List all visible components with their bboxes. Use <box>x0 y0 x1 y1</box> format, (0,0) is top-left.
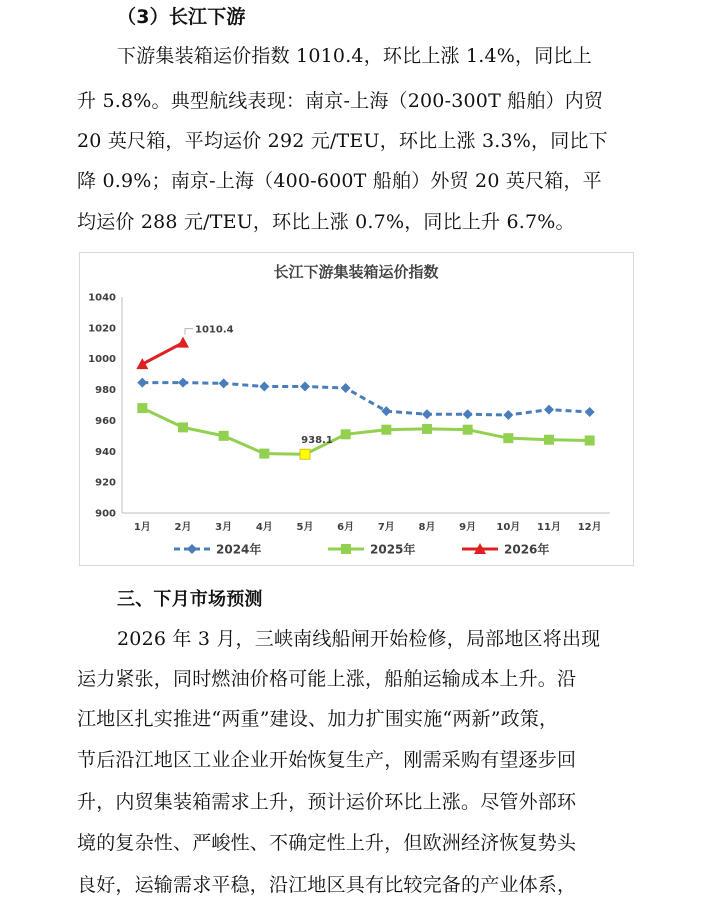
section-title: （3）长江下游 <box>117 6 246 28</box>
series-line <box>142 383 589 415</box>
chart-title: 长江下游集装箱运价指数 <box>273 263 439 281</box>
section-heading: 三、下月市场预测 <box>117 589 263 610</box>
x-tick-label: 3月 <box>215 522 233 533</box>
x-tick-label: 7月 <box>377 522 395 533</box>
data-point <box>219 431 229 441</box>
data-point <box>463 425 473 435</box>
x-tick-label: 2月 <box>174 522 192 533</box>
data-point <box>544 405 554 415</box>
x-tick-label: 1月 <box>133 522 151 533</box>
data-point <box>503 433 513 443</box>
paragraph-line: 20 英尺箱，平均运价 292 元/TEU，环比上涨 3.3%，同比下 <box>77 130 608 152</box>
paragraph-line: 2026 年 3 月，三峡南线船闸开始检修，局部地区将出现 <box>117 628 601 650</box>
data-point <box>544 435 554 445</box>
y-tick-label: 1020 <box>88 323 116 335</box>
freight-index-chart <box>79 252 634 566</box>
y-tick-label: 980 <box>95 385 116 397</box>
data-point <box>219 378 229 388</box>
data-point <box>178 422 188 432</box>
data-point <box>300 449 310 459</box>
paragraph-line: 降 0.9%；南京-上海（400-600T 船舶）外贸 20 英尺箱，平 <box>77 170 602 192</box>
data-point <box>422 424 432 434</box>
x-tick-label: 9月 <box>459 522 477 533</box>
paragraph-line: 良好，运输需求平稳，沿江地区具有比较完备的产业体系， <box>77 874 577 896</box>
data-point <box>137 403 147 413</box>
y-tick-label: 900 <box>95 508 116 520</box>
data-point <box>177 337 189 348</box>
series-line <box>142 408 589 454</box>
x-tick-label: 6月 <box>337 522 355 533</box>
y-tick-label: 920 <box>95 477 116 489</box>
data-point <box>585 407 595 417</box>
data-point <box>259 381 269 391</box>
x-tick-label: 12月 <box>577 522 602 533</box>
legend-marker <box>187 544 197 554</box>
data-point <box>137 378 147 388</box>
paragraph-line: 下游集装箱运价指数 1010.4，环比上涨 1.4%，同比上 <box>117 45 592 67</box>
x-tick-label: 11月 <box>537 522 561 533</box>
data-label: 938.1 <box>301 435 333 447</box>
x-tick-label: 4月 <box>255 522 273 533</box>
data-point <box>381 425 391 435</box>
label-leader <box>185 329 193 335</box>
legend-marker <box>341 544 351 554</box>
series-line <box>142 343 183 364</box>
data-point <box>300 381 310 391</box>
y-tick-label: 960 <box>95 415 116 427</box>
paragraph-line: 升，内贸集装箱需求上升，预计运价环比上涨。尽管外部环 <box>77 791 577 813</box>
paragraph-line: 境的复杂性、严峻性、不确定性上升，但欧洲经济恢复势头 <box>77 832 577 854</box>
legend-label: 2026年 <box>504 542 550 557</box>
legend-label: 2024年 <box>216 542 262 557</box>
data-point <box>178 378 188 388</box>
paragraph-line: 节后沿江地区工业企业开始恢复生产，刚需采购有望逐步回 <box>77 749 577 771</box>
paragraph-line: 江地区扎实推进“两重”建设、加力扩围实施“两新”政策， <box>77 708 559 730</box>
data-point <box>422 409 432 419</box>
data-point <box>463 409 473 419</box>
data-label: 1010.4 <box>195 324 234 336</box>
x-tick-label: 5月 <box>296 522 314 533</box>
data-point <box>585 435 595 445</box>
paragraph-line: 均运价 288 元/TEU，环比上涨 0.7%，同比上升 6.7%。 <box>77 211 575 233</box>
x-tick-label: 8月 <box>418 522 436 533</box>
data-point <box>259 449 269 459</box>
data-point <box>503 410 513 420</box>
legend-label: 2025年 <box>370 542 416 557</box>
data-point <box>341 429 351 439</box>
y-tick-label: 940 <box>95 446 116 458</box>
y-tick-label: 1000 <box>88 354 116 366</box>
x-tick-label: 10月 <box>496 522 521 533</box>
data-point <box>136 358 148 369</box>
chart-svg <box>80 253 633 565</box>
paragraph-line: 运力紧张，同时燃油价格可能上涨，船舶运输成本上升。沿 <box>77 668 577 690</box>
data-point <box>341 383 351 393</box>
paragraph-line: 升 5.8%。典型航线表现：南京-上海（200-300T 船舶）内贸 <box>77 90 604 112</box>
y-tick-label: 1040 <box>88 292 116 304</box>
